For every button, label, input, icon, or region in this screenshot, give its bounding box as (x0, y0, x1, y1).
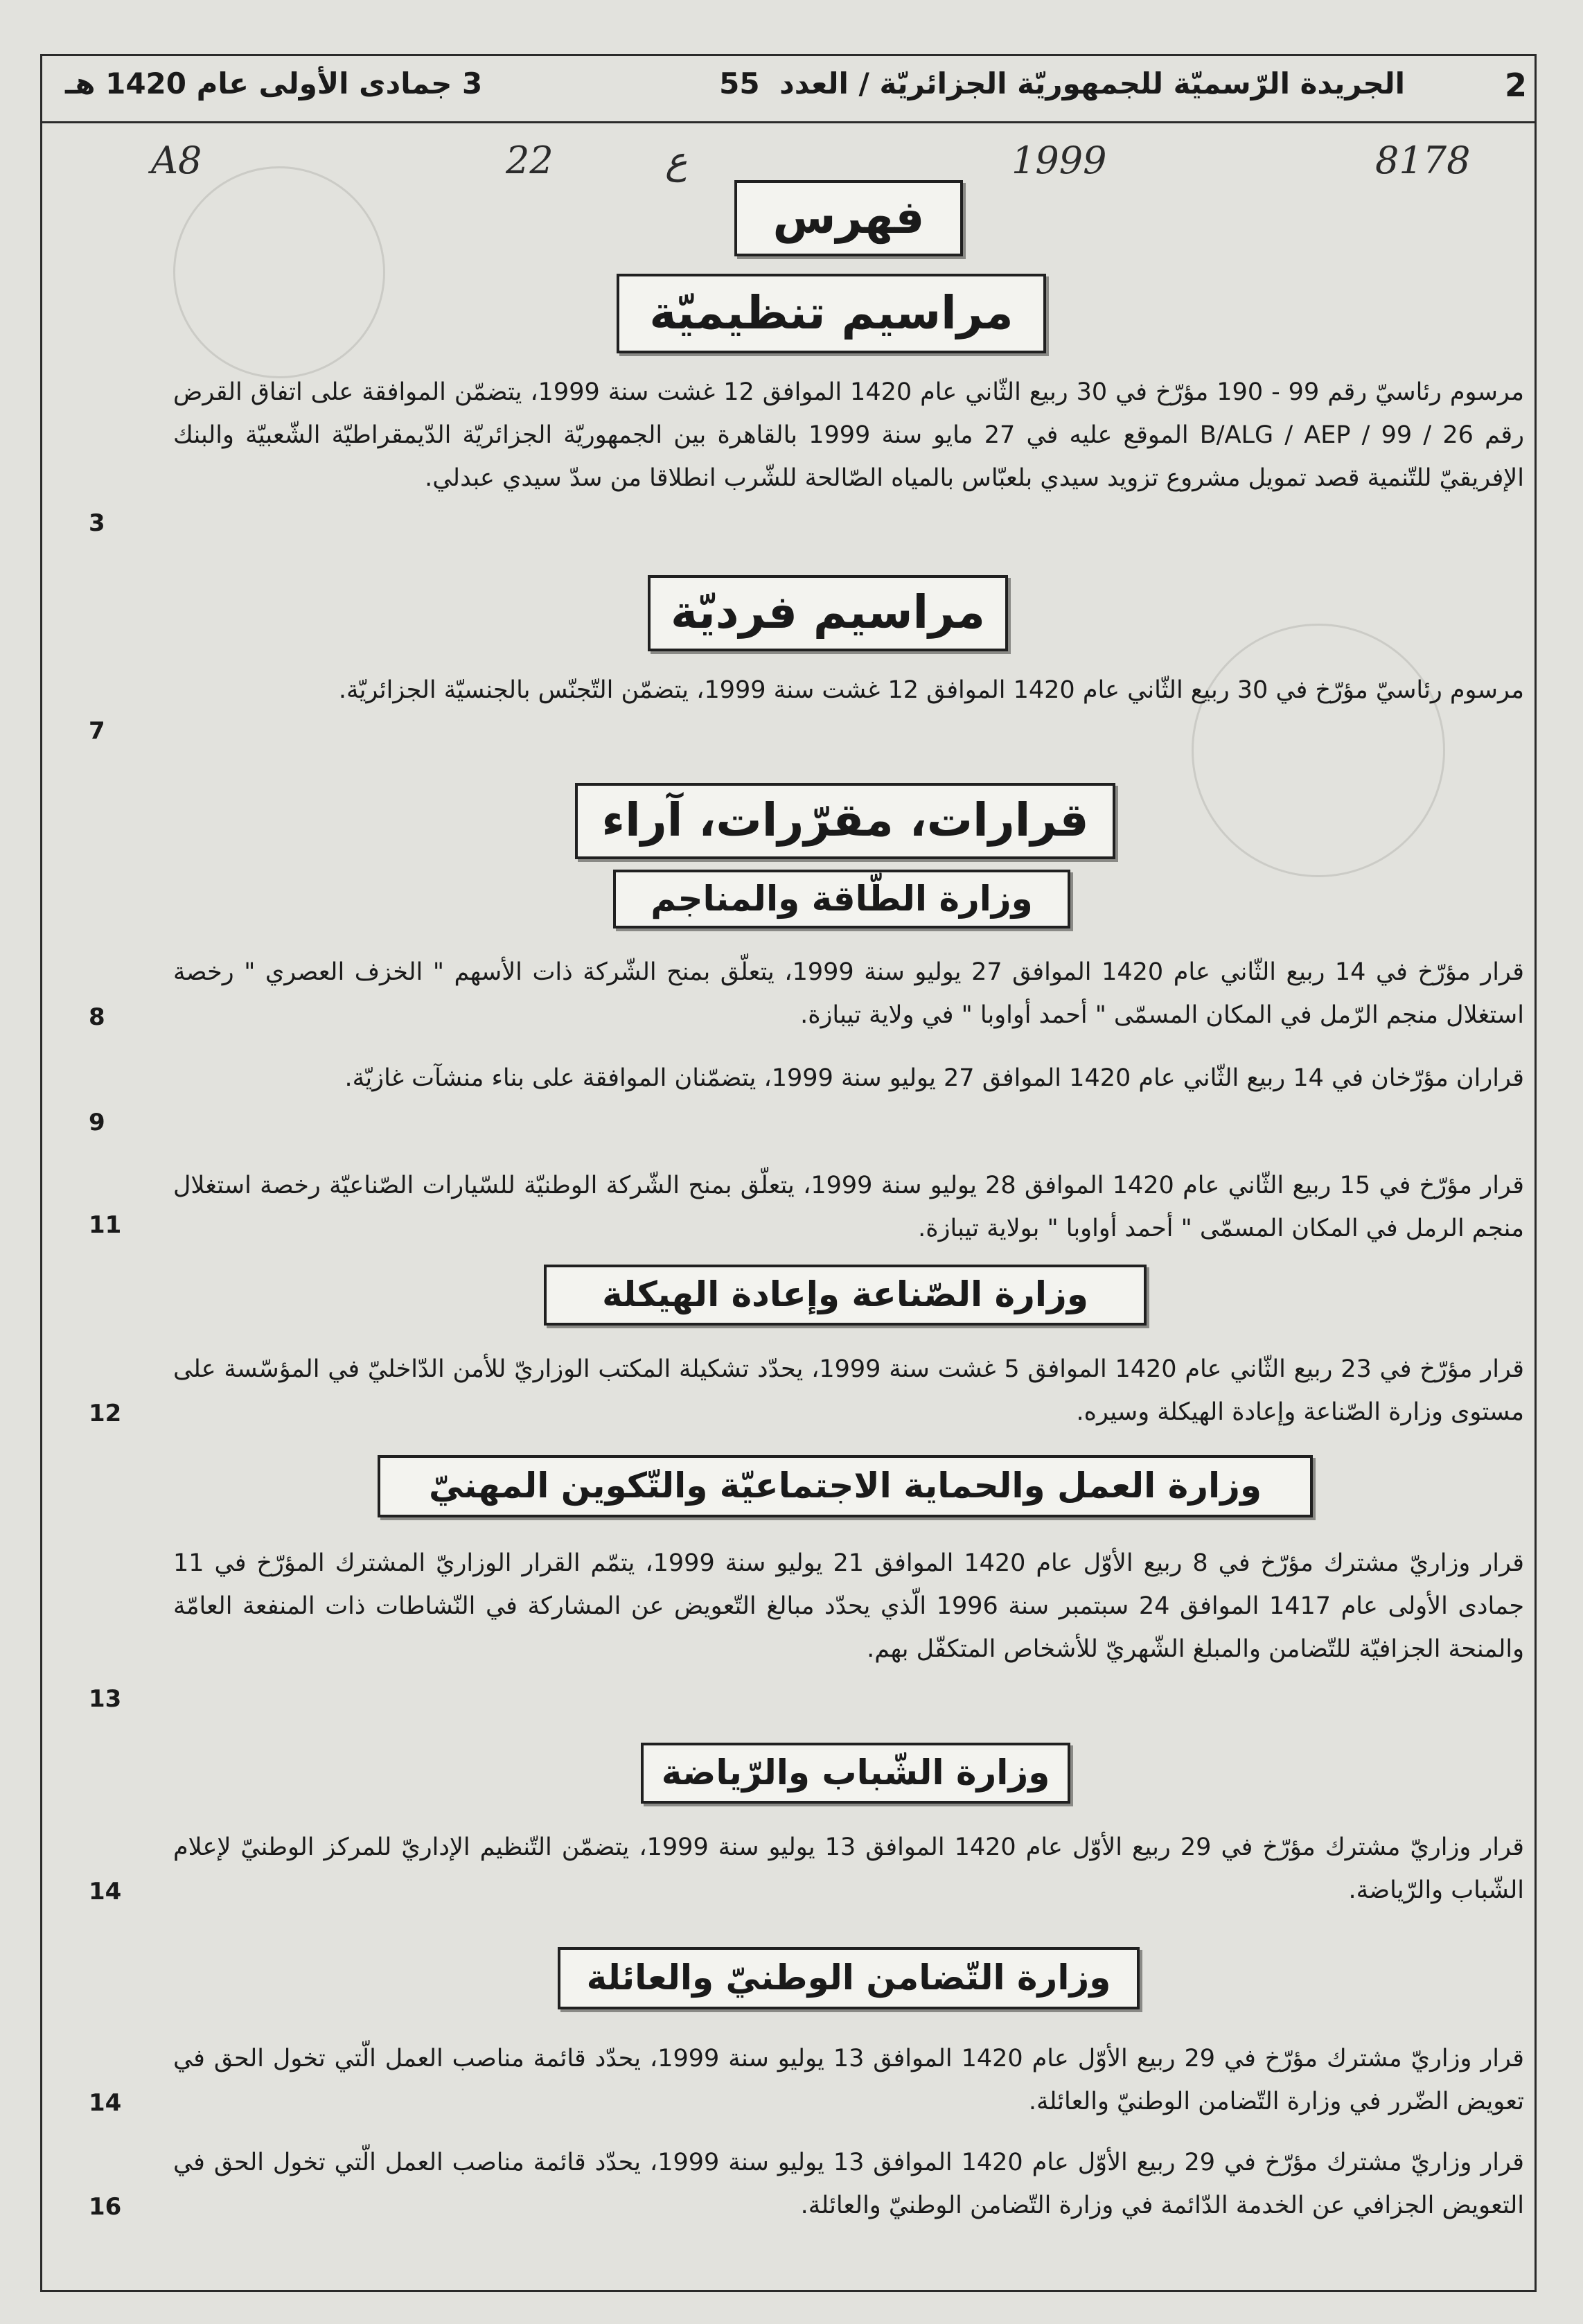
entry-page: 14 (89, 2089, 122, 2117)
entry-page: 9 (89, 1109, 105, 1136)
subsection-heading: وزارة الطّاقة والمناجم (613, 870, 1070, 928)
publication-title (719, 67, 1405, 100)
toc-entry[interactable] (173, 2037, 1524, 2123)
entry-text: قرار وزاريّ مشترك مؤرّخ في 29 ربيع الأوّل عام 1420 الموافق 13 يوليو سنة 1999، يحدّد قائمة مناصب العمل الّتي تخول الحق في التعويض الجزافي عن الخدمة الدّائمة في وزارة التّضامن الوطنيّ والعائلة. (173, 2149, 1525, 2219)
toc-entry[interactable] (173, 2141, 1524, 2227)
entry-page: 11 (89, 1211, 122, 1239)
subsection-heading: وزارة الصّناعة وإعادة الهيكلة (544, 1265, 1147, 1326)
entry-text: قرار مؤرّخ في 14 ربيع الثّاني عام 1420 الموافق 27 يوليو سنة 1999، يتعلّق بمنح الشّركة ذات الأسهم " الخزف العصري " رخصة استغلال منجم الرّمل في المكان المسمّى " أحمد أواوبا " في ولاية تيبازة. (173, 958, 1524, 1029)
section-heading: قرارات، مقرّرات، آراء (575, 783, 1115, 859)
entry-text: قرار مؤرّخ في 15 ربيع الثّاني عام 1420 الموافق 28 يوليو سنة 1999، يتعلّق بمنح الشّركة الوطنيّة للسّيارات الصّناعيّة رخصة استغلال منجم الرمل في المكان المسمّى " أحمد أواوبا " بولاية تيبازة. (173, 1172, 1524, 1242)
handwritten-note: 8178 (1375, 139, 1471, 182)
entry-page: 12 (89, 1400, 122, 1427)
entry-text: قراران مؤرّخان في 14 ربيع الثّاني عام 1420 الموافق 27 يوليو سنة 1999، يتضمّنان الموافقة على بناء منشآت غازيّة. (344, 1064, 1524, 1092)
entry-text: قرار وزاريّ مشترك مؤرّخ في 8 ربيع الأوّل عام 1420 الموافق 21 يوليو سنة 1999، يتمّم القرار الوزاريّ المشترك المؤرّخ في 11 جمادى الأولى عام 1417 الموافق 24 سبتمبر سنة 1996 الّذي يحدّد مبالغ التّعويض عن المشاركة في النّشاطات ذات المنفعة العامّة والمنحة الجزافيّة للتّضامن والمبلغ الشّهريّ للأشخاص المتكفّل بهم. (173, 1549, 1524, 1663)
entry-page: 3 (89, 509, 105, 537)
entry-text: مرسوم رئاسيّ رقم 99 - 190 مؤرّخ في 30 ربيع الثّاني عام 1420 الموافق 12 غشت سنة 1999، يتضمّن الموافقة على اتفاق القرض رقم B/ALG / AEP / 99 / 26 الموقع عليه في 27 مايو سنة 1999 بالقاهرة بين الجمهوريّة الجزائريّة الدّيمقراطيّة الشّعبيّة والبنك الإفريقيّ للتّنمية قصد تمويل مشروع تزويد سيدي بلعبّاس بالمياه الصّالحة للشّرب انطلاقا من سدّ سيدي عبدلي. (173, 378, 1524, 492)
subsection-heading: وزارة التّضامن الوطنيّ والعائلة (558, 1947, 1140, 2009)
handwritten-note: ع (665, 139, 688, 182)
page-header (40, 54, 1537, 123)
entry-page: 8 (89, 1003, 105, 1031)
toc-entry[interactable] (173, 669, 1524, 712)
handwritten-note: 1999 (1011, 139, 1107, 182)
subsection-heading: وزارة الشّباب والرّياضة (641, 1743, 1070, 1804)
toc-entry[interactable] (173, 1542, 1524, 1671)
section-heading: مراسيم تنظيميّة (617, 274, 1046, 353)
issue-number: 55 (719, 67, 760, 100)
subsection-heading: وزارة العمل والحماية الاجتماعيّة والتّكوين المهنيّ (378, 1455, 1313, 1517)
entry-text: مرسوم رئاسيّ مؤرّخ في 30 ربيع الثّاني عام 1420 الموافق 12 غشت سنة 1999، يتضمّن التّجنّس بالجنسيّة الجزائريّة. (338, 676, 1524, 704)
entry-page: 14 (89, 1878, 122, 1905)
section-heading: مراسيم فرديّة (648, 575, 1008, 651)
toc-entry[interactable] (173, 1348, 1524, 1434)
page-number: 2 (1504, 67, 1527, 104)
toc-entry[interactable] (173, 371, 1524, 500)
entry-page: 16 (89, 2193, 122, 2221)
entry-page: 13 (89, 1685, 122, 1713)
toc-entry[interactable] (173, 951, 1524, 1037)
entry-text: قرار وزاريّ مشترك مؤرّخ في 29 ربيع الأوّل عام 1420 الموافق 13 يوليو سنة 1999، يتضمّن التّنظيم الإداريّ للمركز الوطنيّ لإعلام الشّباب والرّياضة. (173, 1833, 1524, 1904)
entry-text: قرار وزاريّ مشترك مؤرّخ في 29 ربيع الأوّل عام 1420 الموافق 13 يوليو سنة 1999، يحدّد قائمة مناصب العمل الّتي تخول الحق في تعويض الضّرر في وزارة التّضامن الوطنيّ والعائلة. (173, 2045, 1525, 2115)
hijri-date: 3 جمادى الأولى عام 1420 هـ (65, 67, 483, 100)
toc-entry[interactable] (173, 1164, 1524, 1250)
handwritten-note: 22 (506, 139, 554, 182)
handwritten-note: A8 (151, 139, 202, 182)
toc-entry[interactable] (173, 1826, 1524, 1912)
entry-page: 7 (89, 717, 105, 745)
entry-text: قرار مؤرّخ في 23 ربيع الثّاني عام 1420 الموافق 5 غشت سنة 1999، يحدّد تشكيلة المكتب الوزاريّ للأمن الدّاخليّ في المؤسّسة على مستوى وزارة الصّناعة وإعادة الهيكلة وسيره. (173, 1355, 1524, 1426)
toc-title: فهرس (734, 180, 963, 256)
publication-name: الجريدة الرّسميّة للجمهوريّة الجزائريّة / العدد (779, 67, 1405, 100)
toc-entry[interactable] (173, 1057, 1524, 1100)
